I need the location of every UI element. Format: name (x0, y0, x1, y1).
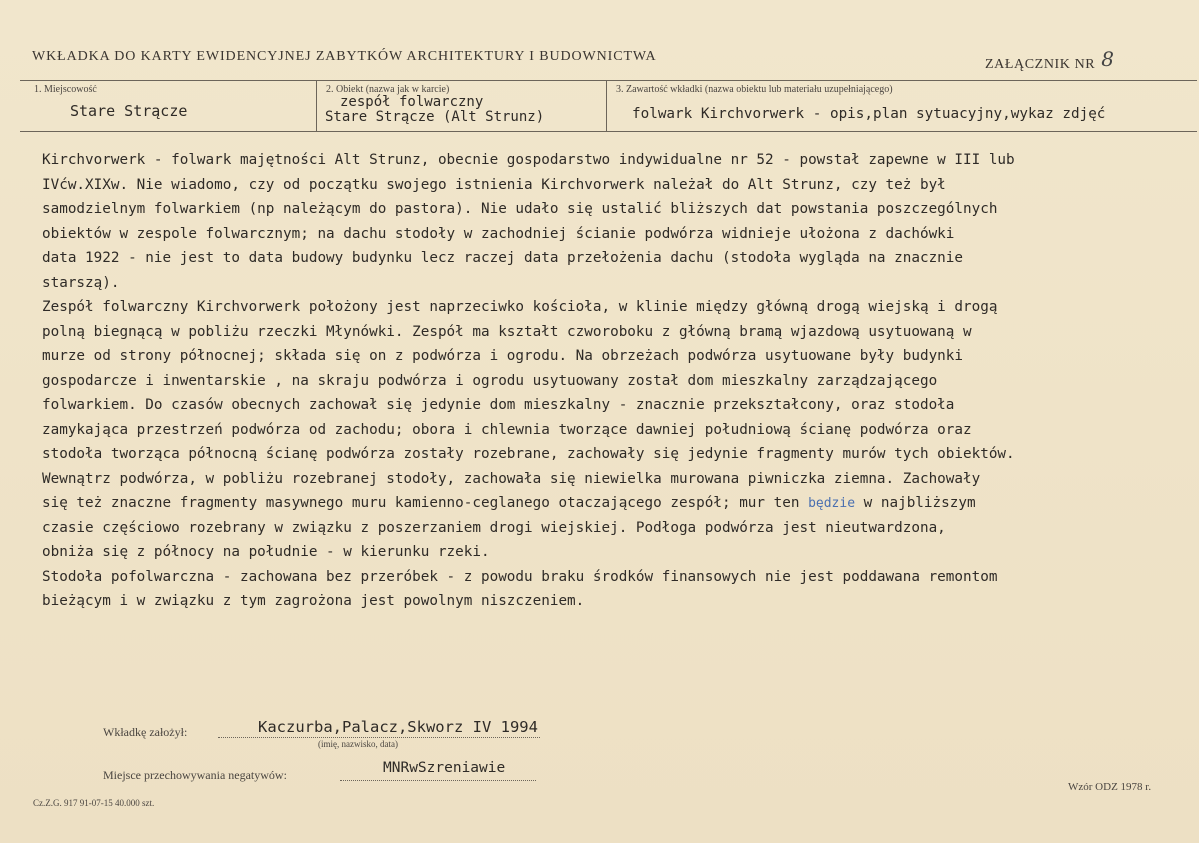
body-line: Wewnątrz podwórza, w pobliżu rozebranej stodoły, zachowała się niewielka murowana piwniczka ziemna. Zachowały (42, 470, 981, 487)
header-fields (20, 80, 1197, 132)
negatives-value: MNRwSzreniawie (383, 760, 506, 776)
body-line: starszą). (42, 274, 120, 291)
established-hint: (imię, nazwisko, data) (318, 739, 398, 749)
body-line: się też znaczne fragmenty masywnego muru kamienno-ceglanego otaczającego zespół; mur ten będzie w najbliższym (42, 495, 976, 511)
object-label: 2. Obiekt (nazwa jak w karcie) (326, 84, 450, 95)
body-line: data 1922 - nie jest to data budowy budynku lecz raczej data przełożenia dachu (stodoła wygląda na znacznie (42, 250, 963, 266)
negatives-label: Miejsce przechowywania negatywów: (103, 768, 287, 782)
body-line: czasie częściowo rozebrany w związku z poszerzaniem drogi wiejskiej. Podłoga podwórza jest nieutwardzona, (42, 519, 946, 536)
contents-label: 3. Zawartość wkładki (nazwa obiektu lub materiału uzupełniającego) (616, 84, 893, 95)
field-divider (316, 81, 317, 131)
established-value: Kaczurba,Palacz,Skworz IV 1994 (258, 718, 538, 736)
body-line: folwarkiem. Do czasów obecnych zachował się jedynie dom mieszkalny - znacznie przekształcony, oraz stodoła (42, 397, 955, 413)
body-line: Stodoła pofolwarczna - zachowana bez przeróbek - z powodu braku środków finansowych nie jest poddawana remontom (42, 568, 998, 585)
established-label: Wkładkę założył: (103, 725, 188, 739)
body-line: murze od strony północnej; składa się on z podwórza i ogrodu. Na obrzeżach podwórza usytuowane były budynki (42, 348, 963, 364)
object-value-line1: zespół folwarczny (340, 94, 484, 110)
body-line: zamykająca przestrzeń podwórza od zachodu; obora i chlewnia tworzące dawniej południową ścianę podwórza oraz (42, 421, 972, 438)
form-title: WKŁADKA DO KARTY EWIDENCYJNEJ ZABYTKÓW ARCHITEKTURY I BUDOWNICTWA (32, 49, 657, 64)
body-line: Zespół folwarczny Kirchvorwerk położony jest naprzeciwko kościoła, w klinie między główną drogą wiejską i drogą (42, 299, 998, 315)
place-label: 1. Miejscowość (34, 84, 97, 95)
attachment-number-value: 8 (1101, 47, 1115, 71)
body-line: obiektów w zespole folwarcznym; na dachu stodoły w zachodniej ścianie podwórza widnieje ułożona z dachówki (42, 225, 955, 242)
highlighted-word: będzie (808, 496, 856, 511)
attachment-number (985, 49, 1115, 73)
established-line (218, 737, 540, 738)
body-line: gospodarcze i inwentarskie , na skraju podwórza i ogrodu usytuowany został dom mieszkalny zarządzającego (42, 372, 938, 389)
body-line: obniża się z północy na południe - w kierunku rzeki. (42, 544, 490, 560)
field-divider (606, 81, 607, 131)
body-line: Kirchvorwerk - folwark majętności Alt Strunz, obecnie gospodarstwo indywidualne nr 52 - powstał zapewne w III lub (42, 152, 1015, 168)
place-value: Stare Strącze (70, 102, 188, 120)
negatives-line (340, 780, 536, 781)
attachment-label: ZAŁĄCZNIK NR (985, 57, 1096, 72)
form-code: Wzór ODZ 1978 r. (1068, 781, 1152, 793)
body-line: stodoła tworząca północną ścianę podwórza zostały rozebrane, zachowały się jedynie fragmenty murów tych obiektów. (42, 446, 1015, 462)
print-info: Cz.Z.G. 917 91-07-15 40.000 szt. (33, 798, 155, 808)
description-text (42, 148, 1187, 614)
object-value-line2: Stare Strącze (Alt Strunz) (325, 109, 545, 125)
body-line: IVćw.XIXw. Nie wiadomo, czy od początku swojego istnienia Kirchvorwerk należał do Alt Strunz, czy też był (42, 176, 946, 193)
contents-value: folwark Kirchvorwerk - opis,plan sytuacyjny,wykaz zdjęć (632, 106, 1106, 122)
body-line: samodzielnym folwarkiem (np należącym do pastora). Nie udało się ustalić bliższych dat powstania poszczególnych (42, 201, 998, 217)
body-line: bieżącym i w związku z tym zagrożona jest powolnym niszczeniem. (42, 593, 585, 609)
body-line: polną biegnącą w pobliżu rzeczki Młynówki. Zespół ma kształt czworoboku z główną bramą wjazdową usytuowaną w (42, 323, 972, 340)
